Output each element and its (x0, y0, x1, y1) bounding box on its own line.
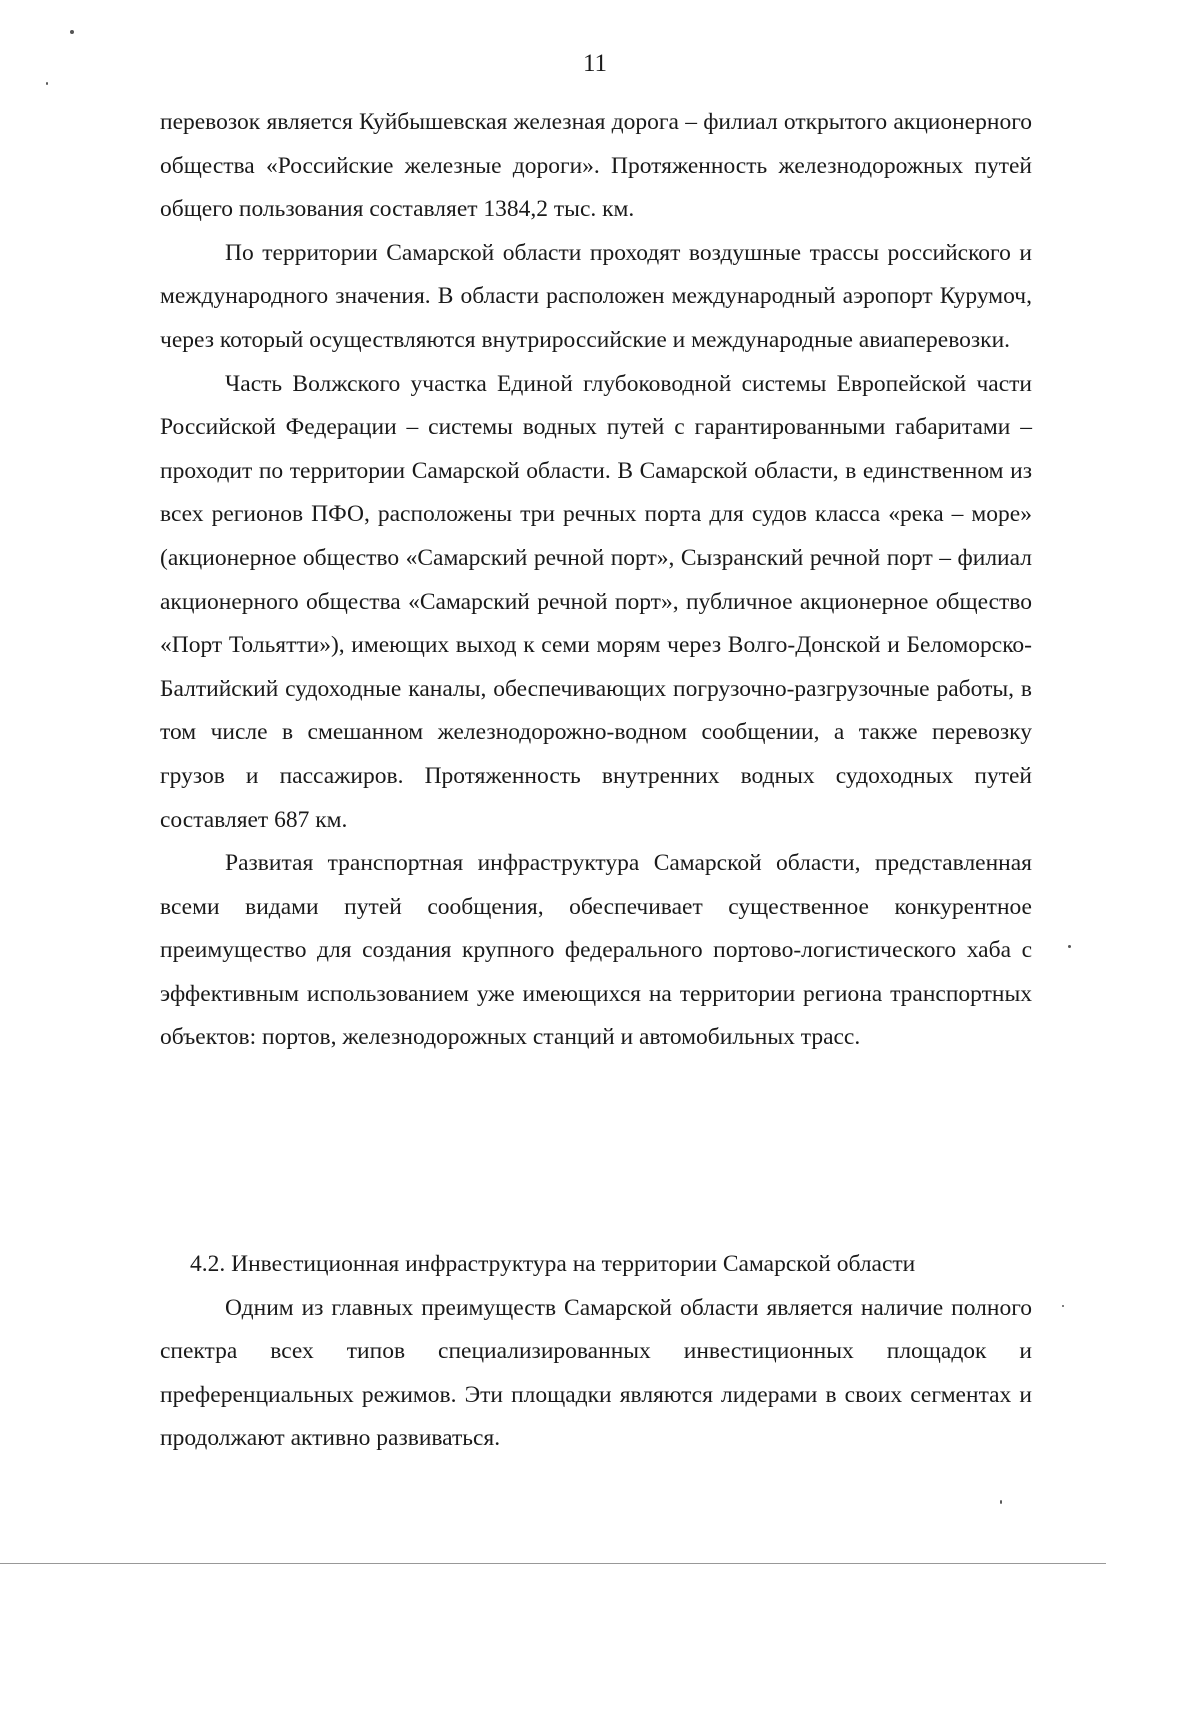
paragraph-air-transport: По территории Самарской области проходят воздушные трассы российского и международного значения. В области расположен международный аэропорт Курумоч, через который осуществляются внутрироссийские и международные авиаперевозки. (160, 239, 1032, 353)
scan-speck (1062, 1305, 1064, 1307)
paragraph-water-transport: Часть Волжского участка Единой глубоководной системы Европейской части Российской Федерации – системы водных путей с гарантированными габаритами – проходит по территории Самарской области. В Самарской области, в единственном из всех регионов ПФО, расположены три речных порта для судов класса «река – море» (акционерное общество «Самарский речной порт», Сызранский речной порт – филиал акционерного общества «Самарский речной порт», публичное акционерное общество «Порт Тольятти»), имеющих выход к семи морям через Волго-Донской и Беломорско-Балтийский судоходные каналы, обеспечивающих погрузочно-разгрузочные работы, в том числе в смешанном железнодорожно-водном сообщении, а также перевозку грузов и пассажиров. Протяженность внутренних водных судоходных путей составляет 687 км. (160, 370, 1032, 833)
section-heading: 4.2. Инвестиционная инфраструктура на территории Самарской области (190, 1251, 916, 1277)
section-paragraph: Одним из главных преимуществ Самарской области является наличие полного спектра всех типов специализированных инвестиционных площадок и преференциальных режимов. Эти площадки являются лидерами в своих сегментах и продолжают активно развиваться. (160, 1294, 1032, 1452)
scan-speck (46, 82, 48, 85)
scan-edge-line (0, 1563, 1106, 1564)
page-number: 11 (582, 50, 608, 77)
body-text-block (160, 101, 1032, 1060)
scan-speck (70, 30, 74, 34)
paragraph-rail-transport: перевозок является Куйбышевская железная дорога – филиал открытого акционерного общества «Российские железные дороги». Протяженность железнодорожных путей общего пользования составляет 1384,2 тыс. км. (160, 109, 1032, 223)
paragraph-transport-infrastructure: Развитая транспортная инфраструктура Самарской области, представленная всеми видами путей сообщения, обеспечивает существенное конкурентное преимущество для создания крупного федерального портово-логистического хаба с эффективным использованием уже имеющихся на территории региона транспортных объектов: портов, железнодорожных станций и автомобильных трасс. (160, 850, 1032, 1051)
scan-speck (1068, 945, 1071, 948)
section-block (160, 1243, 1032, 1461)
scan-speck (1000, 1500, 1002, 1504)
